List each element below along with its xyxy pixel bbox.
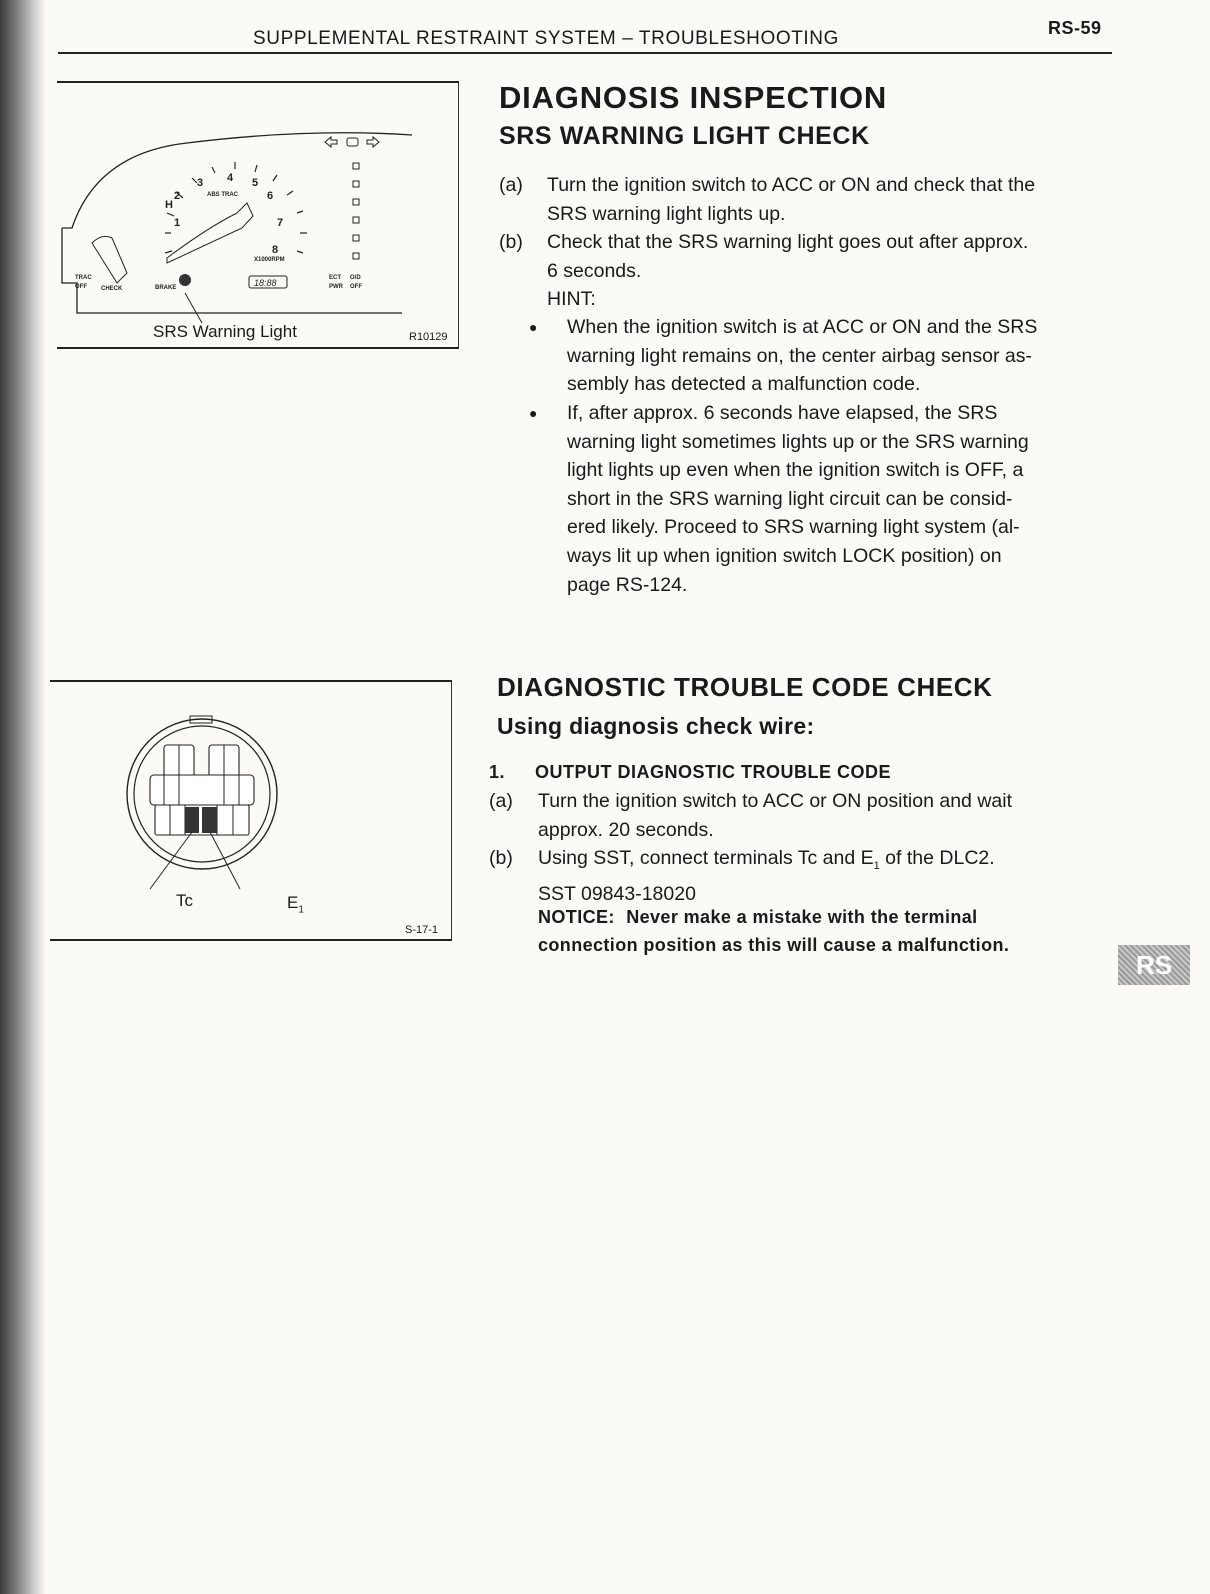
text-line: 1 bbox=[873, 859, 880, 872]
dlc2-connector-drawing bbox=[50, 682, 451, 939]
abs-trac-label: ABS TRAC bbox=[207, 192, 238, 198]
step-1b bbox=[489, 844, 1109, 909]
terminal-e1 bbox=[202, 807, 217, 833]
text-line: SRS warning light lights up. bbox=[547, 202, 786, 225]
text-line: 1 bbox=[298, 904, 304, 916]
text-line: 1. bbox=[489, 762, 506, 782]
text-line: warning light sometimes lights up or the SRS warning bbox=[567, 430, 1029, 453]
text-line: warning light remains on, the center airbag sensor as- bbox=[567, 344, 1032, 367]
temp-h-label: H bbox=[165, 199, 173, 211]
hint-label: HINT: bbox=[547, 288, 596, 310]
instrument-cluster-drawing bbox=[57, 83, 458, 347]
hint-bullet-1 bbox=[529, 313, 1109, 399]
text-line: Turn the ignition switch to ACC or ON and check that the bbox=[547, 174, 1036, 196]
figure-ref-s-17-1: S-17-1 bbox=[405, 924, 439, 936]
figure-instrument-cluster bbox=[57, 81, 459, 349]
text-line: Turn the ignition switch to ACC or ON position and wait bbox=[538, 790, 1012, 812]
section-tab-rs: RS bbox=[1118, 945, 1190, 985]
srs-airbag-icon bbox=[179, 274, 191, 286]
label-e1 bbox=[287, 893, 304, 915]
tach-label-5: 5 bbox=[252, 177, 259, 189]
od-label: O/D bbox=[350, 275, 361, 281]
step-1-heading bbox=[489, 762, 891, 783]
text-line: light lights up even when the ignition switch is OFF, a bbox=[567, 459, 1024, 482]
pwr-label: PWR bbox=[329, 284, 343, 290]
callout-line bbox=[185, 293, 202, 323]
tach-label-3: 3 bbox=[197, 177, 204, 189]
text-line: OUTPUT DIAGNOSTIC TROUBLE CODE bbox=[535, 762, 892, 782]
tach-label-6: 6 bbox=[267, 190, 274, 202]
tach-label-2: 2 bbox=[174, 190, 181, 202]
page-number: RS-59 bbox=[1048, 18, 1102, 38]
text-line: Check that the SRS warning light goes out after approx. bbox=[547, 231, 1029, 253]
od-off-label: OFF bbox=[350, 284, 362, 290]
text-line: (b) bbox=[489, 847, 513, 869]
header-rule bbox=[58, 52, 1112, 54]
terminal-tc bbox=[185, 807, 199, 833]
text-line: Never make a mistake with the terminal bbox=[626, 907, 978, 927]
text-line: NOTICE: bbox=[538, 907, 615, 927]
bullet-icon: ● bbox=[529, 319, 538, 335]
text-line: ered likely. Proceed to SRS warning light system (al- bbox=[567, 516, 1020, 539]
running-header: SUPPLEMENTAL RESTRAINT SYSTEM – TROUBLESHOOTING bbox=[253, 28, 839, 49]
tach-label-4: 4 bbox=[227, 172, 234, 184]
step-b bbox=[499, 228, 1111, 285]
check-label: CHECK bbox=[101, 286, 123, 292]
text-line: (a) bbox=[499, 174, 523, 196]
text-line: ways lit up when ignition switch LOCK position) on bbox=[567, 544, 1002, 567]
tach-label-7: 7 bbox=[277, 217, 284, 229]
notice bbox=[538, 903, 1100, 959]
section-title-diagnosis-inspection: DIAGNOSIS INSPECTION bbox=[499, 80, 888, 115]
text-line: approx. 20 seconds. bbox=[538, 818, 714, 841]
trac-label: TRAC bbox=[75, 275, 92, 281]
text-line: (b) bbox=[499, 231, 523, 253]
tach-label-8: 8 bbox=[272, 244, 279, 256]
trac-off-label: OFF bbox=[75, 284, 87, 290]
text-line: short in the SRS warning light circuit can be consid- bbox=[567, 487, 1013, 510]
section-title-dtc-check: DIAGNOSTIC TROUBLE CODE CHECK bbox=[497, 672, 993, 702]
text-line: When the ignition switch is at ACC or ON and the SRS bbox=[567, 316, 1038, 338]
text-line: sembly has detected a malfunction code. bbox=[567, 373, 921, 396]
hint-bullet-2 bbox=[529, 399, 1109, 599]
subsection-title-srs-warning-light-check: SRS WARNING LIGHT CHECK bbox=[499, 122, 870, 150]
text-line: (a) bbox=[489, 790, 513, 812]
ect-label: ECT bbox=[329, 275, 341, 281]
label-tc: Tc bbox=[176, 891, 193, 910]
text-line: 6 seconds. bbox=[547, 259, 642, 282]
clock-display: 18:88 bbox=[254, 278, 277, 288]
text-line: of the DLC2. bbox=[879, 847, 995, 869]
figure-dlc2-connector bbox=[50, 680, 452, 941]
tach-label-1: 1 bbox=[174, 217, 181, 229]
text-line: If, after approx. 6 seconds have elapsed, the SRS bbox=[567, 402, 998, 424]
sst-number: SST 09843-18020 bbox=[538, 883, 696, 906]
scan-edge-shadow bbox=[0, 0, 46, 1594]
text-line: Using SST, connect terminals Tc and E bbox=[538, 847, 874, 869]
text-line: page RS-124. bbox=[567, 573, 688, 596]
brake-label: BRAKE bbox=[155, 285, 177, 291]
subsection-title-using-check-wire: Using diagnosis check wire: bbox=[497, 713, 815, 739]
rpm-label: X1000RPM bbox=[254, 257, 285, 263]
figure-caption-srs-warning-light: SRS Warning Light bbox=[153, 322, 297, 341]
step-1a bbox=[489, 787, 1109, 844]
text-line: E bbox=[287, 893, 299, 912]
text-line: connection position as this will cause a malfunction. bbox=[538, 935, 1010, 955]
bullet-icon: ● bbox=[529, 405, 538, 421]
figure-ref-r10129: R10129 bbox=[409, 331, 448, 343]
step-a bbox=[499, 171, 1111, 228]
